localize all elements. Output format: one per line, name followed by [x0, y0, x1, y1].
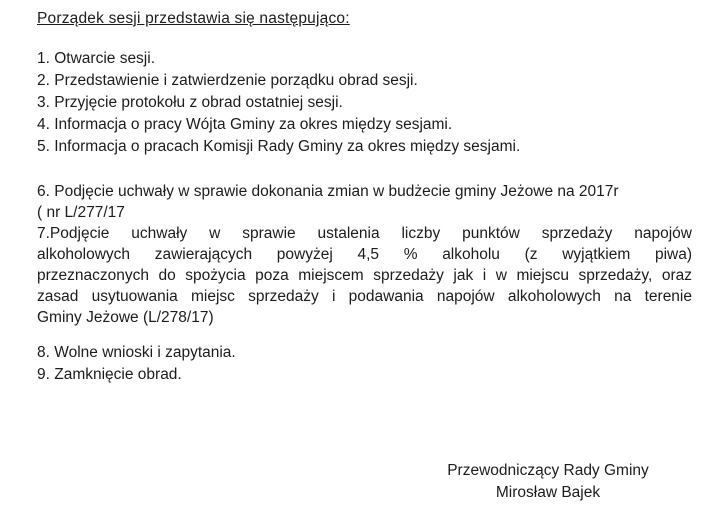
agenda-list-bottom — [37, 342, 692, 386]
signature-block — [388, 460, 708, 504]
agenda-item-7 — [37, 223, 692, 328]
agenda-item-9: 9. Zamknięcie obrad. — [37, 366, 182, 383]
agenda-item-6 — [37, 181, 692, 223]
agenda-item-4: 4. Informacja o pracy Wójta Gminy za okres między sesjami. — [37, 116, 453, 133]
agenda-item-7-line-4: zasad usytuowania miejsc sprzedaży i podawania napojów alkoholowych na terenie — [37, 288, 692, 305]
agenda-item-2: 2. Przedstawienie i zatwierdzenie porządku obrad sesji. — [37, 72, 418, 89]
agenda-item-6-line-1: 6. Podjęcie uchwały w sprawie dokonania zmian w budżecie gminy Jeżowe na 2017r — [37, 183, 619, 200]
agenda-item-3: 3. Przyjęcie protokołu z obrad ostatniej sesji. — [37, 94, 343, 111]
agenda-item-8: 8. Wolne wnioski i zapytania. — [37, 344, 236, 361]
signature-title: Przewodniczący Rady Gminy — [447, 462, 649, 479]
agenda-item-5: 5. Informacja o pracach Komisji Rady Gminy za okres między sesjami. — [37, 138, 521, 155]
agenda-item-7-line-5: Gminy Jeżowe (L/278/17) — [37, 309, 214, 326]
agenda-heading: Porządek sesji przedstawia się następująco: — [37, 10, 350, 27]
agenda-list-top — [37, 48, 692, 158]
agenda-item-1: 1. Otwarcie sesji. — [37, 50, 156, 67]
signature-name: Mirosław Bajek — [495, 484, 601, 501]
agenda-item-7-line-2: alkoholowych zawierających powyżej 4,5 % alkoholu (z wyjątkiem piwa) — [37, 246, 692, 263]
agenda-item-7-line-3: przeznaczonych do spożycia poza miejscem sprzedaży jak i w miejscu sprzedaży, oraz — [37, 267, 692, 284]
agenda-item-7-line-1: 7.Podjęcie uchwały w sprawie ustalenia liczby punktów sprzedaży napojów — [37, 225, 692, 242]
agenda-item-6-line-2: ( nr L/277/17 — [37, 204, 125, 221]
